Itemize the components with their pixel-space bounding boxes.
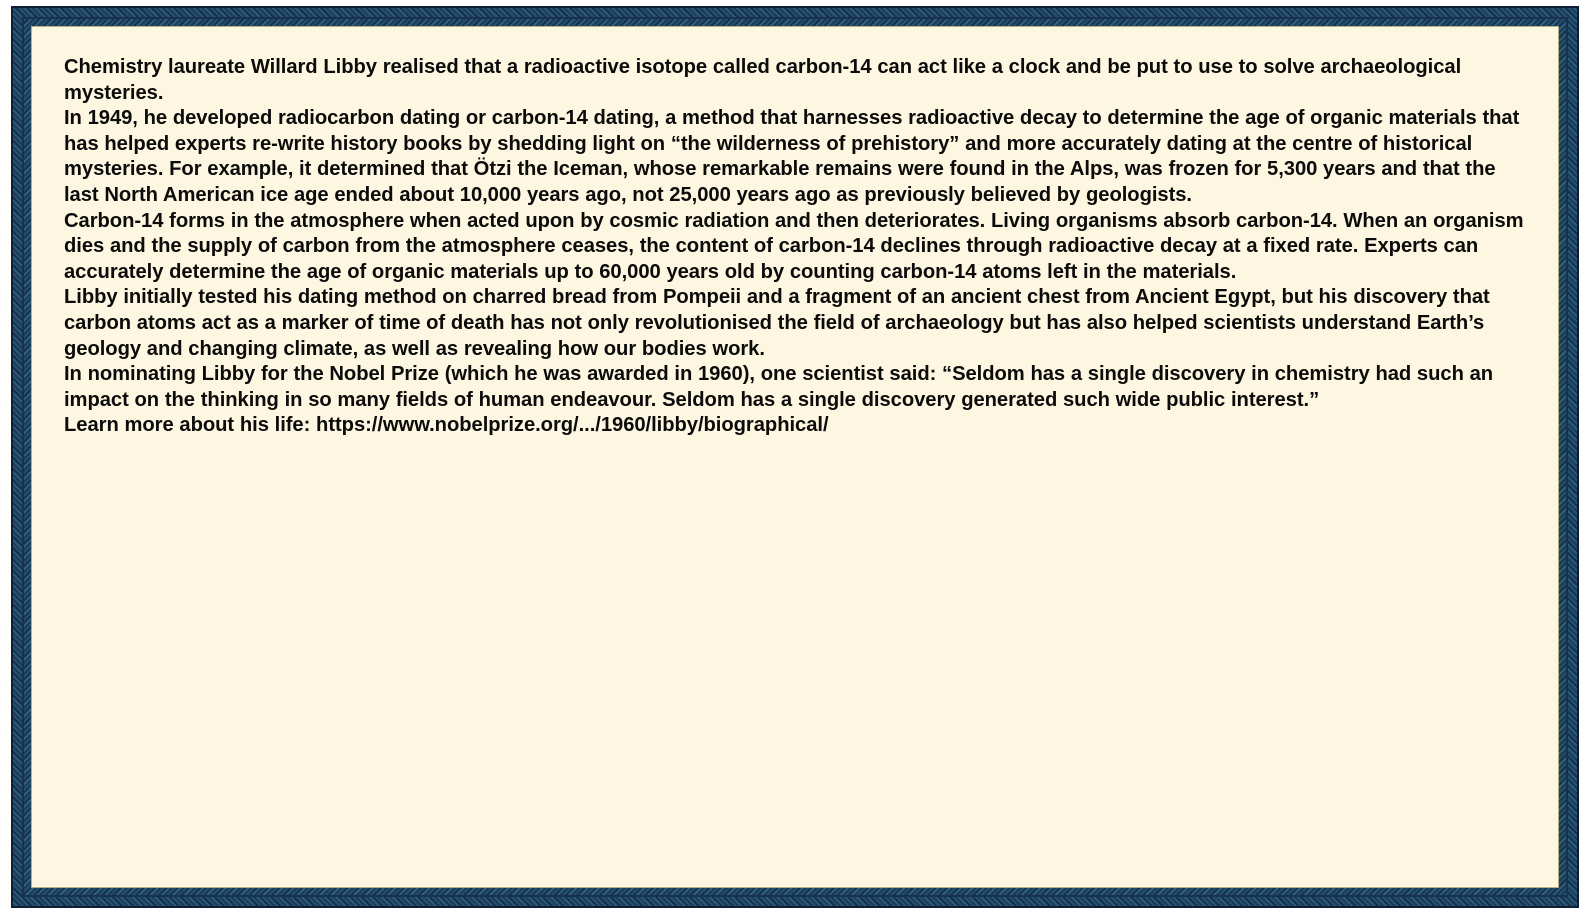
paragraph-4: Libby initially tested his dating method on charred bread from Pompeii and a fragment of an ancient chest from Ancient Egypt, but his discovery that carbon atoms act as a marker of time of death has not only revolutionised the field of archaeology but has also helped scientists understand Earth’s geology and changing climate, as well as revealing how our bodies work.: [64, 286, 1490, 360]
paragraph-2: In 1949, he developed radiocarbon dating or carbon-14 dating, a method that harnesses radioactive decay to determine the age of organic materials that has helped experts re-write history books by shedding light on “the wilderness of prehistory” and more accurately dating at the centre of historical mysteries. For example, it determined that Ötzi the Iceman, whose remarkable remains were found in the Alps, was frozen for 5,300 years and that the last North American ice age ended about 10,000 years ago, not 25,000 years ago as previously believed by geologists.: [64, 107, 1520, 206]
article-body: [32, 27, 1558, 459]
text-card-surface: [31, 26, 1559, 888]
decorative-inner-frame: [22, 17, 1568, 897]
paragraph-5: In nominating Libby for the Nobel Prize (which he was awarded in 1960), one scientist said: “Seldom has a single discovery in chemistry had such an impact on the thinking in so many fields of human endeavour. Seldom has a single discovery generated such wide public interest.”: [64, 363, 1494, 411]
paragraph-3: Carbon-14 forms in the atmosphere when acted upon by cosmic radiation and then deteriorates. Living organisms absorb carbon-14. When an organism dies and the supply of carbon from the atmosphere ceases, the content of carbon-14 declines through radioactive decay at a fixed rate. Experts can accurately determine the age of organic materials up to 60,000 years old by counting carbon-14 atoms left in the materials.: [64, 209, 1524, 283]
paragraph-6-link-line[interactable]: Learn more about his life: https://www.nobelprize.org/.../1960/libby/biographical/: [64, 414, 829, 437]
paragraph-1: Chemistry laureate Willard Libby realised that a radioactive isotope called carbon-14 can act like a clock and be put to use to solve archaeological mysteries.: [64, 56, 1462, 104]
decorative-outer-frame: [11, 6, 1579, 908]
